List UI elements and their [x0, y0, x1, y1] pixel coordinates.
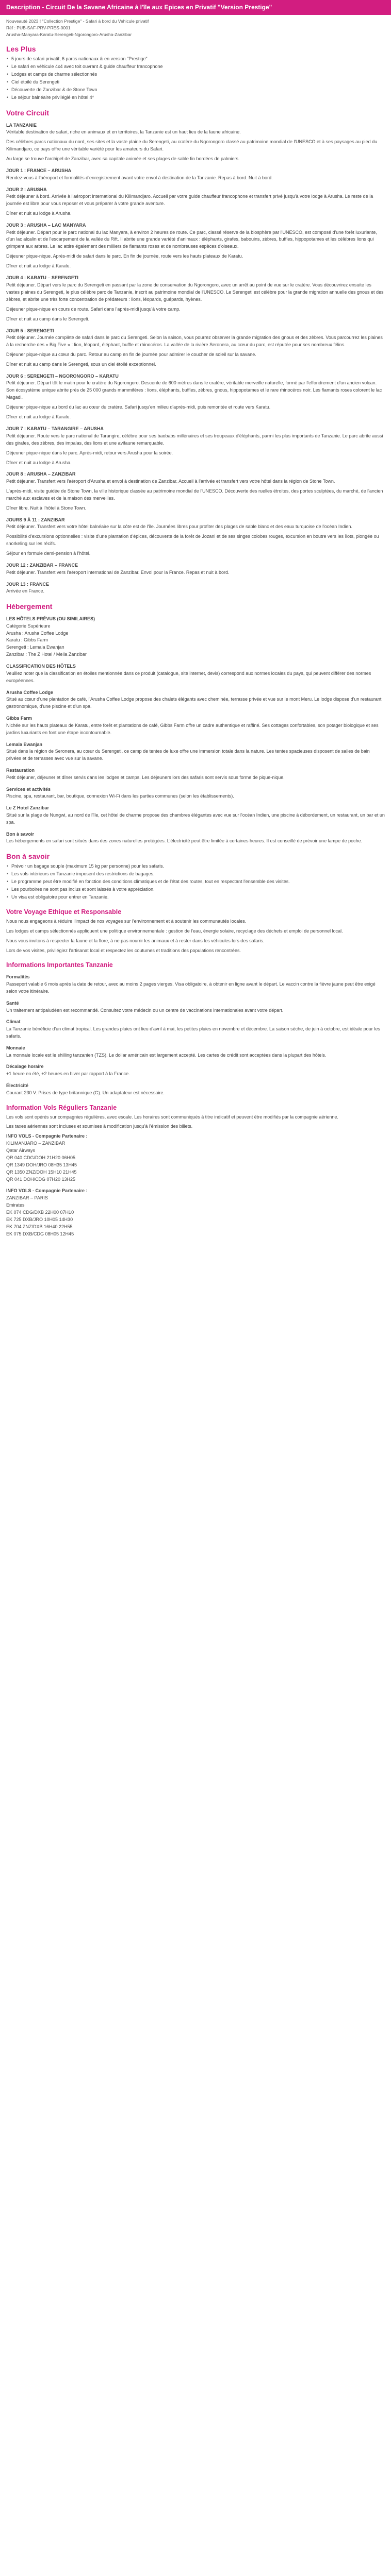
- section-heading: Votre Voyage Ethique et Responsable: [6, 908, 122, 916]
- highlights-section: [6, 45, 385, 101]
- day-paragraph: Dîner et nuit au lodge à Karatu.: [6, 263, 71, 269]
- day-paragraph: Petit déjeuner. Journée complète de safari dans le parc du Serengeti. Selon la saison, vous pourrez observer la grande migration des gnous et des zèbres. Vous parcourrez les plaines à la recherche des « Big Five » : lion, léopard, éléphant, buffle et rhinocéros. La vallée de la rivière Seronera, au cœur du parc, est réputée pour ses nombreux félins.: [6, 335, 383, 348]
- flight-line: EK 704 ZNZ/DXB 16H40 22H55: [6, 1224, 73, 1229]
- voyage-paragraph: Nous nous engageons à réduire l'impact de nos voyages sur l'environnement et à soutenir les communautés locales.: [6, 918, 247, 924]
- day-paragraph: Petit déjeuner. Route vers le parc national de Tarangire, célèbre pour ses baobabs millénaires et ses troupeaux d'éléphants, parmi les plus importants de Tanzanie. Le parc abrite aussi des girafes, des zèbres, des impalas, des lions et une avifaune remarquable.: [6, 433, 383, 446]
- hotel-title: Restauration: [6, 768, 35, 773]
- voyage-paragraph: Nous vous invitons à respecter la faune et la flore, à ne pas nourrir les animaux et à rester dans les véhicules lors des safaris.: [6, 938, 265, 943]
- day-block: [6, 562, 385, 577]
- hotel-block: [6, 767, 385, 782]
- meta-line: Arusha-Manyara-Karatu-Serengeti-Ngorongoro-Arusha-Zanzibar: [6, 31, 132, 37]
- day-block: [6, 471, 385, 512]
- day-paragraph: Arrivée en France.: [6, 588, 45, 594]
- list-item: Zanzibar : The Z Hotel / Melia Zanzibar: [6, 652, 87, 657]
- hotels-list: [6, 623, 385, 659]
- practical-title: Formalités: [6, 974, 30, 980]
- practical-block: [6, 1082, 385, 1097]
- hotel-title: Bon à savoir: [6, 831, 35, 837]
- day-title: JOUR 5 : SERENGETI: [6, 328, 54, 333]
- day-paragraph: Petit déjeuner. Départ tôt le matin pour le cratère du Ngorongoro. Descente de 600 mètres dans le cratère, véritable merveille naturelle, formé par l'effondrement d'un ancien volcan. Son écosystème unique abrite près de 25 000 grands mammifères : lions, éléphants, buffles, zèbres, gnous, hippopotames et le rare rhinocéros noir. Les flamants roses colorent le lac Magadi.: [6, 380, 382, 400]
- flights-paragraph: Les vols sont opérés sur compagnies régulières, avec escale. Les horaires sont communiqués à titre indicatif et peuvent être modifiés par la compagnie aérienne.: [6, 1114, 338, 1120]
- day-paragraph: Dîner et nuit au lodge à Arusha.: [6, 460, 72, 465]
- hotel-text: Situé dans la région de Seronera, au cœur du Serengeti, ce camp de tentes de luxe offre une immersion totale dans la nature. Les tentes spacieuses disposent de salles de bain privées et de terrasses avec vue sur la savane.: [6, 749, 370, 761]
- list-item: • Le programme peut être modifié en fonction des conditions climatiques et de l'état des routes, tout en respectant l'ensemble des visites.: [6, 878, 385, 886]
- list-item: • 5 jours de safari privatif, 6 parcs nationaux & en version "Prestige": [6, 56, 385, 63]
- hotel-block: [6, 805, 385, 826]
- flight-line: EK 075 DXB/CDG 08H05 12H45: [6, 1231, 74, 1236]
- classification-title: CLASSIFICATION DES HÔTELS: [6, 664, 76, 669]
- intro-paragraph: Véritable destination de safari, riche en animaux et en territoires, la Tanzanie est un haut lieu de la faune africaine.: [6, 129, 241, 135]
- hotels-section: [6, 602, 385, 845]
- flight-line: Emirates: [6, 1202, 25, 1208]
- day-paragraph: Déjeuner pique-nique. Après-midi de safari dans le parc. En fin de journée, route vers les hauts plateaux de Karatu.: [6, 253, 243, 259]
- section-heading: Bon à savoir: [6, 852, 50, 861]
- hotel-block: [6, 831, 385, 845]
- practical-title: Électricité: [6, 1083, 29, 1088]
- hotel-text: Les hébergements en safari sont situés dans des zones naturelles protégées. L'électricité peut être limitée à certaines heures. Il est conseillé de prévoir une lampe de poche.: [6, 838, 363, 844]
- practical-title: Décalage horaire: [6, 1064, 44, 1070]
- day-paragraph: Petit déjeuner. Départ pour le parc national du lac Manyara, à environ 2 heures de route. Ce parc, classé réserve de la biosphère par l'UNESCO, est composé d'une forêt luxuriante, d'un lac alcalin et de l'escarpement de la vallée du Rift. Il abrite une grande variété d'animaux : éléphants, girafes, babouins, zèbres, buffles, hippopotames et les célèbres lions qui grimpent aux arbres. Le lac attire également des milliers de flamants roses et de nombreuses espèces d'oiseaux.: [6, 229, 377, 249]
- day-title: JOUR 2 : ARUSHA: [6, 187, 47, 192]
- day-paragraph: Possibilité d'excursions optionnelles : visite d'une plantation d'épices, découverte de la forêt de Jozani et de ses singes colobes rouges, excursion en boutre vers les îlots, plongée ou snorkeling sur les récifs.: [6, 534, 379, 547]
- flight-info-title: INFO VOLS - Compagnie Partenaire :: [6, 1133, 88, 1139]
- day-block: [6, 373, 385, 421]
- day-block: [6, 517, 385, 557]
- voyage-paragraph: Les lodges et camps sélectionnés appliquent une politique environnementale : gestion de l'eau, énergie solaire, recyclage des déchets et emploi de personnel local.: [6, 928, 343, 934]
- practical-text: La monnaie locale est le shilling tanzanien (TZS). Le dollar américain est largement accepté. Les cartes de crédit sont acceptées dans la plupart des hôtels.: [6, 1052, 327, 1058]
- day-paragraph: L'après-midi, visite guidée de Stone Town, la ville historique classée au patrimoine mondial de l'UNESCO. Découverte des ruelles étroites, des portes sculptées, du marché, de l'ancien marché aux esclaves et de la maison des merveilles.: [6, 488, 383, 501]
- hotel-block: [6, 689, 385, 710]
- section-heading: Information Vols Réguliers Tanzanie: [6, 1104, 117, 1111]
- hotel-block: [6, 741, 385, 762]
- day-block: [6, 426, 385, 466]
- content: [0, 15, 391, 1238]
- day-paragraph: Petit déjeuner. Départ vers le parc du Serengeti en passant par la zone de conservation du Ngorongoro, avec un arrêt au point de vue sur le cratère. Vous découvrirez ensuite les vastes plaines du Serengeti, le plus célèbre parc de Tanzanie, inscrit au patrimoine mondial de l'UNESCO. Le Serengeti est célèbre pour la grande migration annuelle des gnous et des zèbres, et abrite une très forte concentration de prédateurs : lions, léopards, guépards, hyènes.: [6, 282, 384, 302]
- list-item: Karatu : Gibbs Farm: [6, 637, 48, 643]
- practical-block: [6, 1045, 385, 1059]
- list-item: • Les pourboires ne sont pas inclus et sont laissés à votre appréciation.: [6, 886, 385, 893]
- intro-paragraph: Au large se trouve l'archipel de Zanzibar, avec sa capitale animée et ses plages de sable fin bordées de palmiers.: [6, 156, 240, 162]
- hotel-title: Lemala Ewanjan: [6, 741, 43, 747]
- day-paragraph: Séjour en formule demi-pension à l'hôtel.: [6, 551, 91, 556]
- day-block: [6, 187, 385, 217]
- list-item: Catégorie Supérieure: [6, 623, 51, 629]
- day-paragraph: Déjeuner pique-nique au bord du lac au cœur du cratère. Safari jusqu'en milieu d'après-midi, puis remontée et route vers Karatu.: [6, 404, 271, 410]
- flight-line: EK 725 DXB/JRO 10H05 14H30: [6, 1216, 73, 1222]
- practical-text: Un traitement antipaludéen est recommandé. Consultez votre médecin ou un centre de vaccinations internationales avant votre départ.: [6, 1007, 284, 1013]
- intro-title: LA TANZANIE: [6, 122, 37, 128]
- day-block: [6, 328, 385, 368]
- practical-title: Santé: [6, 1000, 19, 1006]
- day-paragraph: Déjeuner pique-nique au cœur du parc. Retour au camp en fin de journée pour admirer le coucher de soleil sur la savane.: [6, 351, 256, 357]
- good-to-know-list: [6, 863, 385, 901]
- practical-block: [6, 1063, 385, 1078]
- day-paragraph: Dîner et nuit au lodge à Karatu.: [6, 414, 71, 420]
- day-paragraph: Rendez-vous à l'aéroport et formalités d'enregistrement avant votre envol à destination de la Tanzanie. Repas à bord. Nuit à bord.: [6, 175, 273, 180]
- voyage-paragraph: Lors de vos visites, privilégiez l'artisanat local et respectez les coutumes et traditions des populations rencontrées.: [6, 947, 241, 953]
- good-to-know-section: [6, 852, 385, 901]
- section-heading: Hébergement: [6, 602, 53, 611]
- flight-line: EK 074 CDG/DXB 22H00 07H10: [6, 1209, 74, 1215]
- hotel-block: [6, 786, 385, 801]
- list-item: Serengeti : Lemala Ewanjan: [6, 645, 64, 650]
- day-block: [6, 222, 385, 270]
- list-item: • Découverte de Zanzibar & de Stone Town: [6, 87, 385, 94]
- list-item: • Ciel étoilé du Serengeti: [6, 79, 385, 86]
- hotel-title: Le Z Hotel Zanzibar: [6, 805, 50, 811]
- practical-title: Monnaie: [6, 1045, 25, 1050]
- list-item: Arusha : Arusha Coffee Lodge: [6, 630, 69, 636]
- day-title: JOUR 7 : KARATU – TARANGIRE – ARUSHA: [6, 426, 104, 432]
- list-item: • Le séjour balnéaire privilégié en hôtel 4*: [6, 94, 385, 101]
- flight-line: QR 041 DOH/CDG 07H20 13H25: [6, 1177, 76, 1182]
- intro-paragraph: Des célèbres parcs nationaux du nord, ses sites et la vaste plaine du Serengeti, au cratère du Ngorongoro classé au patrimoine mondial de l'UNESCO et à ses paysages au pied du Kilimandjaro, ce pays offre une véritable variété pour les amateurs du Safari.: [6, 139, 378, 152]
- day-paragraph: Dîner et nuit au camp dans le Serengeti.: [6, 316, 90, 321]
- list-item: • Lodges et camps de charme sélectionnés: [6, 71, 385, 78]
- day-block: [6, 167, 385, 182]
- practical-block: [6, 1019, 385, 1040]
- day-paragraph: Dîner libre. Nuit à l'hôtel à Stone Town.: [6, 505, 87, 511]
- flight-line: QR 1349 DOH/JRO 08H35 13H45: [6, 1162, 77, 1168]
- practical-block: [6, 974, 385, 995]
- day-paragraph: Déjeuner pique-nique dans le parc. Après-midi, retour vers Arusha pour la soirée.: [6, 450, 173, 455]
- practical-block: [6, 1000, 385, 1014]
- list-item: • Prévoir un bagage souple (maximum 15 kg par personne) pour les safaris.: [6, 863, 385, 870]
- day-title: JOUR 13 : FRANCE: [6, 581, 50, 587]
- flight-line: KILIMANJARO – ZANZIBAR: [6, 1141, 66, 1146]
- regular-flights-section: [6, 1104, 385, 1238]
- day-paragraph: Petit déjeuner. Transfert vers votre hôtel balnéaire sur la côte est de l'île. Journées libres pour profiter des plages de sable blanc et des eaux turquoise de l'océan Indien.: [6, 524, 352, 530]
- section-heading: Informations Importantes Tanzanie: [6, 961, 113, 969]
- practical-title: Climat: [6, 1019, 21, 1025]
- section-heading: Les Plus: [6, 45, 36, 54]
- hotel-block: [6, 715, 385, 736]
- meta-line: Nouveauté 2023 ! "Collection Prestige" - Safari à bord du Vehicule privatif: [6, 19, 149, 24]
- hotels-list-title: LES HÔTELS PRÉVUS (OU SIMILAIRES): [6, 616, 95, 622]
- day-title: JOURS 9 À 11 : ZANZIBAR: [6, 517, 65, 522]
- flight-info-block: [6, 1133, 385, 1183]
- meta-line: Réf : PUB-SAF-PRV-PRES-0001: [6, 25, 71, 30]
- itinerary-section: [6, 109, 385, 595]
- practical-text: La Tanzanie bénéficie d'un climat tropical. Les grandes pluies ont lieu d'avril à mai, les petites pluies en novembre et décembre. La saison sèche, de juin à octobre, est idéale pour les safaris.: [6, 1026, 380, 1039]
- day-paragraph: Petit déjeuner. Transfert vers l'aéroport d'Arusha et envol à destination de Zanzibar. Accueil à l'arrivée et transfert vers votre hôtel dans la région de Stone Town.: [6, 479, 335, 484]
- product-meta: [6, 18, 385, 38]
- day-title: JOUR 4 : KARATU – SERENGETI: [6, 275, 78, 281]
- hotel-text: Situé sur la plage de Nungwi, au nord de l'île, cet hôtel de charme propose des chambres élégantes avec vue sur l'océan Indien, une piscine à débordement, un restaurant, un bar et un spa.: [6, 812, 385, 825]
- hotel-text: Petit déjeuner, déjeuner et dîner servis dans les lodges et camps. Les déjeuners lors des safaris sont servis sous forme de pique-nique.: [6, 774, 285, 780]
- list-item: • Un visa est obligatoire pour entrer en Tanzanie.: [6, 894, 385, 901]
- hotel-title: Services et activités: [6, 786, 51, 792]
- practical-text: Passeport valable 6 mois après la date de retour, avec au moins 2 pages vierges. Visa obligatoire, à obtenir en ligne avant le départ. Le vaccin contre la fièvre jaune peut être exigé selon votre itinéraire.: [6, 981, 376, 994]
- section-heading: Votre Circuit: [6, 108, 49, 117]
- flights-paragraph: Les taxes aériennes sont incluses et soumises à modification jusqu'à l'émission des billets.: [6, 1124, 193, 1129]
- day-title: JOUR 3 : ARUSHA – LAC MANYARA: [6, 222, 86, 228]
- day-block: [6, 275, 385, 323]
- day-paragraph: Petit déjeuner. Transfert vers l'aéroport international de Zanzibar. Envol pour la France. Repas et nuit à bord.: [6, 569, 230, 575]
- practical-section: [6, 961, 385, 1096]
- flight-info-block: [6, 1188, 385, 1238]
- day-title: JOUR 12 : ZANZIBAR – FRANCE: [6, 563, 78, 568]
- day-paragraph: Petit déjeuner à bord. Arrivée à l'aéroport international du Kilimandjaro. Accueil par votre guide chauffeur francophone et transfert privé jusqu'à votre lodge à Arusha. Le reste de la journée est libre pour vous reposer et vous préparer à votre grande aventure.: [6, 194, 373, 207]
- hotel-title: Gibbs Farm: [6, 716, 32, 721]
- list-item: • Le safari en véhicule 4x4 avec toit ouvrant & guide chauffeur francophone: [6, 63, 385, 71]
- practical-text: Courant 230 V. Prises de type britannique (G). Un adaptateur est nécessaire.: [6, 1090, 165, 1095]
- hotel-text: Situé au cœur d'une plantation de café, l'Arusha Coffee Lodge propose des chalets élégants avec cheminée, terrasse privée et vue sur le mont Meru. Le lodge dispose d'un restaurant gastronomique, d'une piscine et d'un spa.: [6, 697, 382, 709]
- day-title: JOUR 8 : ARUSHA – ZANZIBAR: [6, 471, 76, 477]
- flight-line: ZANZIBAR – PARIS: [6, 1195, 48, 1200]
- highlights-list: [6, 56, 385, 101]
- hotel-text: Nichée sur les hauts plateaux de Karatu, entre forêt et plantations de café, Gibbs Farm offre un cadre authentique et raffiné. Ses cottages confortables, son potager biologique et ses jardins luxuriants en font une étape incontournable.: [6, 722, 379, 735]
- day-paragraph: Dîner et nuit au camp dans le Serengeti, sous un ciel étoilé exceptionnel.: [6, 361, 156, 367]
- flight-line: QR 1350 ZNZ/DOH 15H10 21H45: [6, 1170, 77, 1175]
- day-paragraph: Dîner et nuit au lodge à Arusha.: [6, 211, 72, 216]
- day-title: JOUR 1 : FRANCE – ARUSHA: [6, 168, 72, 173]
- list-item: • Les vols intérieurs en Tanzanie imposent des restrictions de bagages.: [6, 871, 385, 878]
- flight-info-title: INFO VOLS - Compagnie Partenaire :: [6, 1188, 88, 1193]
- day-title: JOUR 6 : SERENGETI – NGORONGORO – KARATU: [6, 373, 119, 379]
- page-banner: [0, 0, 391, 15]
- flight-line: QR 040 CDG/DOH 21H20 06H05: [6, 1155, 76, 1161]
- classification-text: Veuillez noter que la classification en étoiles mentionnée dans ce produit (catalogue, site internet, devis) correspond aux normes locales du pays, qui peuvent différer des normes européennes.: [6, 670, 371, 683]
- hotel-title: Arusha Coffee Lodge: [6, 689, 54, 695]
- page-title: Description - Circuit De la Savane Africaine à l'île aux Epices en Privatif "Version Prestige": [6, 4, 272, 11]
- flight-line: Qatar Airways: [6, 1148, 36, 1154]
- day-paragraph: Déjeuner pique-nique en cours de route. Safari dans l'après-midi jusqu'à votre camp.: [6, 306, 181, 312]
- spacer: [6, 1183, 385, 1188]
- hotel-text: Piscine, spa, restaurant, bar, boutique, connexion Wi-Fi dans les parties communes (selon les établissements).: [6, 793, 234, 799]
- day-block: [6, 581, 385, 596]
- voyage-section: [6, 908, 385, 955]
- practical-text: +1 heure en été, +2 heures en hiver par rapport à la France.: [6, 1071, 130, 1077]
